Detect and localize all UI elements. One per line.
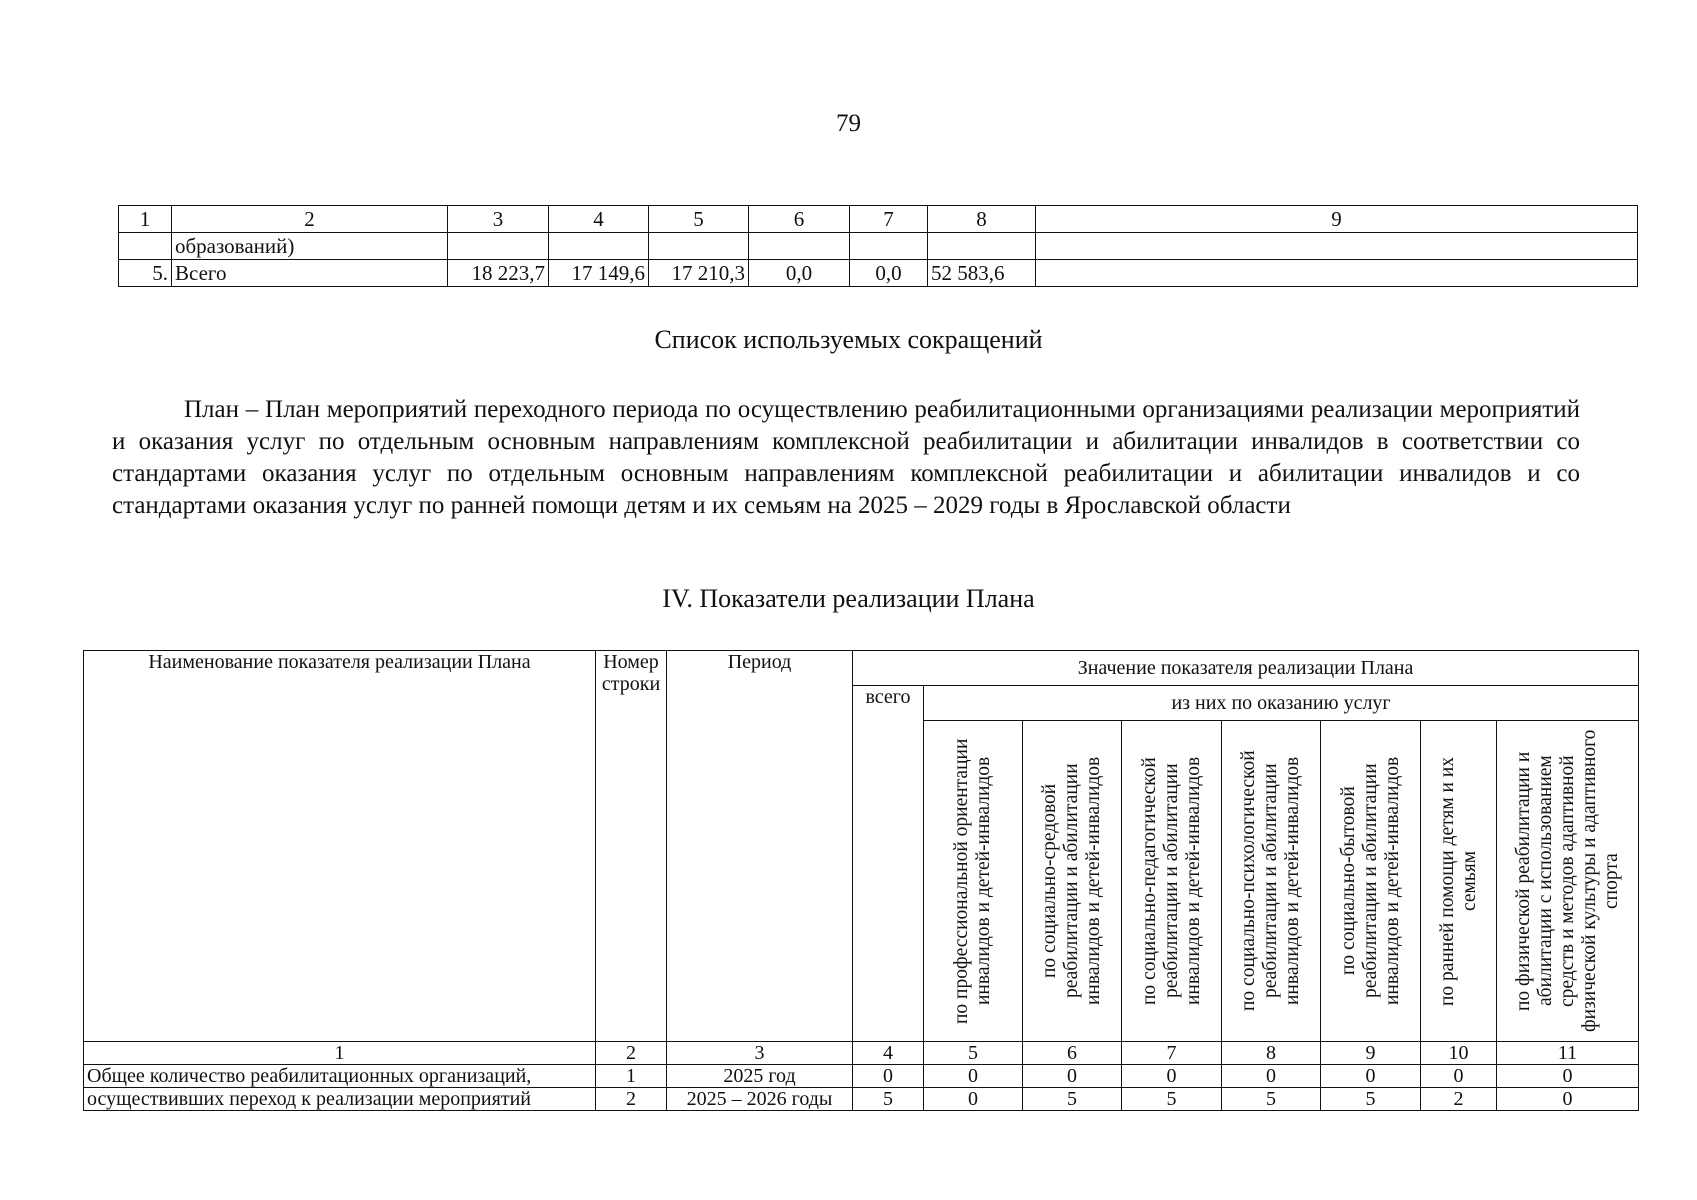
col-number: 9: [1321, 1042, 1421, 1065]
value-cell: 5: [1321, 1088, 1421, 1111]
value-cell: 0: [924, 1065, 1023, 1088]
col-number: 5: [924, 1042, 1023, 1065]
value-cell: 0: [1497, 1088, 1639, 1111]
table-cell: [749, 233, 850, 260]
header-total: всего: [853, 686, 924, 1042]
col-number: 11: [1497, 1042, 1639, 1065]
col-number: 6: [749, 206, 850, 233]
table-row: [119, 233, 1638, 260]
header-of-which: из них по оказанию услуг: [924, 686, 1639, 721]
value-cell: 5: [1023, 1088, 1122, 1111]
plan-definition-paragraph: План – План мероприятий переходного периода по осуществлению реабилитационными организациями реализации мероприятий и оказания услуг по отдельным основным направлениям комплексной реабилитации и абилитации инвалидов в соответствии со стандартами оказания услуг по отдельным основным направлениям комплексной реабилитации и абилитации инвалидов и со стандартами оказания услуг по ранней помощи детям и их семьям на 2025 – 2029 годы в Ярославской области: [112, 396, 1580, 519]
header-service-professional: по профессиональной ориентации инвалидов и детей-инвалидов: [924, 721, 1023, 1042]
value-cell: 0: [853, 1065, 924, 1088]
value-cell: 5: [1122, 1088, 1222, 1111]
table-cell: 5.: [119, 260, 172, 287]
header-service-social-household: по социально-бытовой реабилитации и абилитации инвалидов и детей-инвалидов: [1321, 721, 1421, 1042]
page-number: 79: [836, 110, 861, 137]
table-cell: [850, 233, 928, 260]
table-row: [84, 1088, 1639, 1111]
column-number-row: [84, 1042, 1639, 1065]
table-cell: 17 210,3: [649, 260, 749, 287]
header-row-1: [84, 651, 1639, 686]
col-number: 4: [853, 1042, 924, 1065]
table-cell: 18 223,7: [448, 260, 549, 287]
header-service-social-pedagogical: по социально-педагогической реабилитации и абилитации инвалидов и детей-инвалидов: [1122, 721, 1222, 1042]
table-cell: 17 149,6: [549, 260, 649, 287]
table-cell: [928, 233, 1036, 260]
period: 2025 год: [667, 1065, 853, 1088]
table-cell: [119, 233, 172, 260]
col-number: 10: [1421, 1042, 1497, 1065]
table-row: [84, 1065, 1639, 1088]
header-service-early-help: по ранней помощи детям и их семьям: [1421, 721, 1497, 1042]
header-row-number: Номер строки: [596, 651, 667, 1042]
table-cell: [649, 233, 749, 260]
table-cell: 0,0: [749, 260, 850, 287]
value-cell: 0: [1321, 1065, 1421, 1088]
table-cell: [448, 233, 549, 260]
header-service-social-environmental: по социально-средовой реабилитации и абилитации инвалидов и детей-инвалидов: [1023, 721, 1122, 1042]
value-cell: 0: [924, 1088, 1023, 1111]
col-number: 7: [850, 206, 928, 233]
value-cell: 2: [1421, 1088, 1497, 1111]
col-number: 6: [1023, 1042, 1122, 1065]
table-cell: 52 583,6: [928, 260, 1036, 287]
header-period: Период: [667, 651, 853, 1042]
table-cell: 0,0: [850, 260, 928, 287]
col-number: 5: [649, 206, 749, 233]
value-cell: 0: [1497, 1065, 1639, 1088]
col-number: 3: [448, 206, 549, 233]
col-number: 2: [172, 206, 448, 233]
row-number: 1: [596, 1065, 667, 1088]
col-number: 3: [667, 1042, 853, 1065]
table-cell: [1036, 260, 1638, 287]
table-cell: [549, 233, 649, 260]
col-number: 8: [928, 206, 1036, 233]
indicator-name-line1: Общее количество реабилитационных организаций,: [84, 1065, 596, 1088]
col-number: 1: [119, 206, 172, 233]
col-number: 8: [1222, 1042, 1321, 1065]
col-number: 1: [84, 1042, 596, 1065]
col-number: 4: [549, 206, 649, 233]
abbreviations-title: Список используемых сокращений: [654, 325, 1043, 354]
col-number: 7: [1122, 1042, 1222, 1065]
col-number: 9: [1036, 206, 1638, 233]
value-cell: 0: [1222, 1065, 1321, 1088]
value-cell: 5: [1222, 1088, 1321, 1111]
indicators-table: [83, 650, 1639, 1111]
value-cell: 0: [1023, 1065, 1122, 1088]
table-row: [119, 260, 1638, 287]
value-cell: 5: [853, 1088, 924, 1111]
header-indicator-name: Наименование показателя реализации Плана: [84, 651, 596, 1042]
header-value: Значение показателя реализации Плана: [853, 651, 1639, 686]
row-number: 2: [596, 1088, 667, 1111]
col-number: 2: [596, 1042, 667, 1065]
section-title: IV. Показатели реализации Плана: [662, 584, 1035, 613]
header-service-social-psychological: по социально-психологической реабилитации и абилитации инвалидов и детей-инвалидов: [1222, 721, 1321, 1042]
indicator-name-line2: осуществивших переход к реализации мероприятий: [84, 1088, 596, 1111]
value-cell: 0: [1421, 1065, 1497, 1088]
column-number-row: [119, 206, 1638, 233]
value-cell: 0: [1122, 1065, 1222, 1088]
table-cell: [1036, 233, 1638, 260]
budget-table-continuation: [118, 205, 1638, 287]
header-service-physical: по физической реабилитации и абилитации с использованием средств и методов адаптивной физической культуры и адаптивного спорта: [1497, 721, 1639, 1042]
table-cell: образований): [172, 233, 448, 260]
period: 2025 – 2026 годы: [667, 1088, 853, 1111]
table-cell: Всего: [172, 260, 448, 287]
